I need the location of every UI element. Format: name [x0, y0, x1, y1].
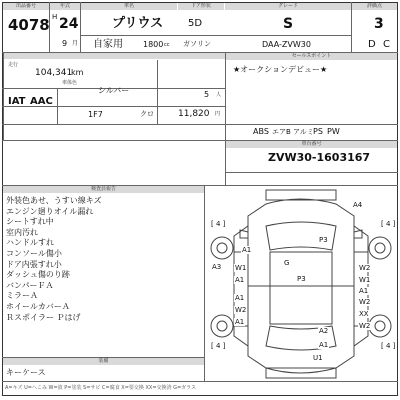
interior-color: クロ: [140, 110, 154, 118]
header-label-car: 車名: [81, 3, 177, 10]
color-label: 車体色: [62, 80, 78, 86]
header-label-door: ドア形状: [178, 3, 224, 10]
note-line: Ｒスポイラー Ｐはげ: [6, 312, 81, 322]
damage-label: W1: [359, 276, 371, 284]
tire-depth-label: [ 4 ]: [211, 220, 226, 228]
equipment-pw: PW: [327, 127, 340, 136]
note-line: ハンドルすれ: [6, 238, 54, 248]
tire-depth-label: [ 4 ]: [381, 220, 396, 228]
damage-label: W2: [359, 264, 371, 272]
damage-label: W2: [359, 298, 371, 306]
color: シルバー: [98, 86, 130, 95]
chassis-number: ZVW30-1603167: [268, 151, 371, 164]
damage-label: A4: [353, 201, 363, 209]
selling-points-text: ★オークションデビュー★: [233, 65, 328, 74]
header-label-score: 評価点: [352, 3, 397, 10]
note-line: エンジン廻りオイル漏れ: [6, 206, 94, 216]
capacity-unit: 人: [216, 92, 222, 98]
damage-label: P3: [297, 275, 306, 283]
mileage: 104,341: [35, 68, 73, 78]
mileage-label: 走行: [8, 62, 19, 68]
note-line: ミラーＡ: [6, 291, 38, 301]
damage-label: A2: [319, 327, 329, 335]
equipment-abs: ABS: [253, 127, 269, 136]
fuel: ガソリン: [183, 40, 211, 48]
aircon: AAC: [30, 96, 53, 107]
capacity: 5: [204, 90, 210, 99]
transmission: IAT: [8, 96, 26, 107]
inspector-notes: [6, 196, 102, 323]
note-line: 室内汚れ: [6, 227, 38, 237]
damage-label: A1: [359, 287, 369, 295]
inspector-notes-title: 検査員報告: [3, 186, 204, 193]
recycle-unit: 円: [215, 111, 221, 117]
car-name: プリウス: [112, 16, 164, 31]
month-suffix: 月: [72, 40, 79, 47]
note-line: ダッシュ傷のり跡: [6, 270, 70, 280]
era-prefix: H: [52, 13, 58, 21]
header-label-grade: グレード: [225, 3, 351, 10]
damage-label: A1: [242, 246, 252, 254]
footer-legend: A=キズ U=へこみ W=波 P=塗装 S=サビ C=腐食 X=要交換 XX=交換済 G=ガラス: [5, 385, 197, 391]
damage-label: W2: [235, 306, 247, 314]
month: 9: [62, 39, 68, 48]
options-text: キーケース: [6, 368, 46, 377]
damage-label: A3: [212, 263, 222, 271]
damage-label: G: [284, 259, 290, 267]
interior-grade: D: [368, 39, 376, 50]
mileage-unit: km: [71, 68, 84, 77]
damage-label: U1: [313, 354, 323, 362]
options-title: 装備: [3, 358, 204, 365]
chassis-title: 車台番号: [226, 141, 397, 148]
score: 3: [374, 16, 384, 32]
note-line: コンソール傷小: [6, 248, 62, 258]
damage-label: P3: [319, 236, 328, 244]
note-line: バンパーＦＡ: [6, 280, 54, 290]
damage-label: A1: [235, 276, 245, 284]
tire-depth-label: [ 4 ]: [211, 342, 226, 350]
damage-label: W1: [235, 264, 247, 272]
damage-label: A1: [235, 294, 245, 302]
displacement: 1800: [143, 40, 164, 49]
recycle-fee: 11,820: [178, 109, 210, 119]
note-line: シートすれ中: [6, 217, 54, 227]
equipment-ps: PS: [313, 127, 323, 136]
color-code: 1F7: [88, 110, 103, 119]
header-label-year: 年式: [50, 3, 80, 10]
header-label-lot: 出品番号: [3, 3, 49, 10]
equipment-alloy: アルミ: [293, 128, 314, 136]
damage-label: XX: [359, 310, 369, 318]
year: 24: [59, 16, 79, 32]
exterior-grade: C: [383, 39, 390, 50]
displacement-unit: cc: [164, 42, 170, 48]
usage: 自家用: [93, 39, 123, 50]
damage-label: W2: [359, 322, 371, 330]
model-code: DAA-ZVW30: [262, 40, 311, 49]
door-type: 5D: [188, 18, 203, 29]
selling-points-title: セールスポイント: [226, 53, 397, 60]
damage-label: A1: [319, 341, 329, 349]
lot-number: 4078: [8, 16, 50, 34]
equipment-airbag: エアB: [272, 128, 291, 136]
specs-header: [3, 53, 225, 59]
damage-label: A1: [235, 318, 245, 326]
tire-depth-label: [ 4 ]: [381, 342, 396, 350]
note-line: ホイールカバーＡ: [6, 301, 70, 311]
grade: S: [283, 16, 294, 32]
note-line: 外装色あせ、うすい線キズ: [6, 196, 102, 205]
note-line: ドア内張すれ小: [6, 259, 62, 269]
